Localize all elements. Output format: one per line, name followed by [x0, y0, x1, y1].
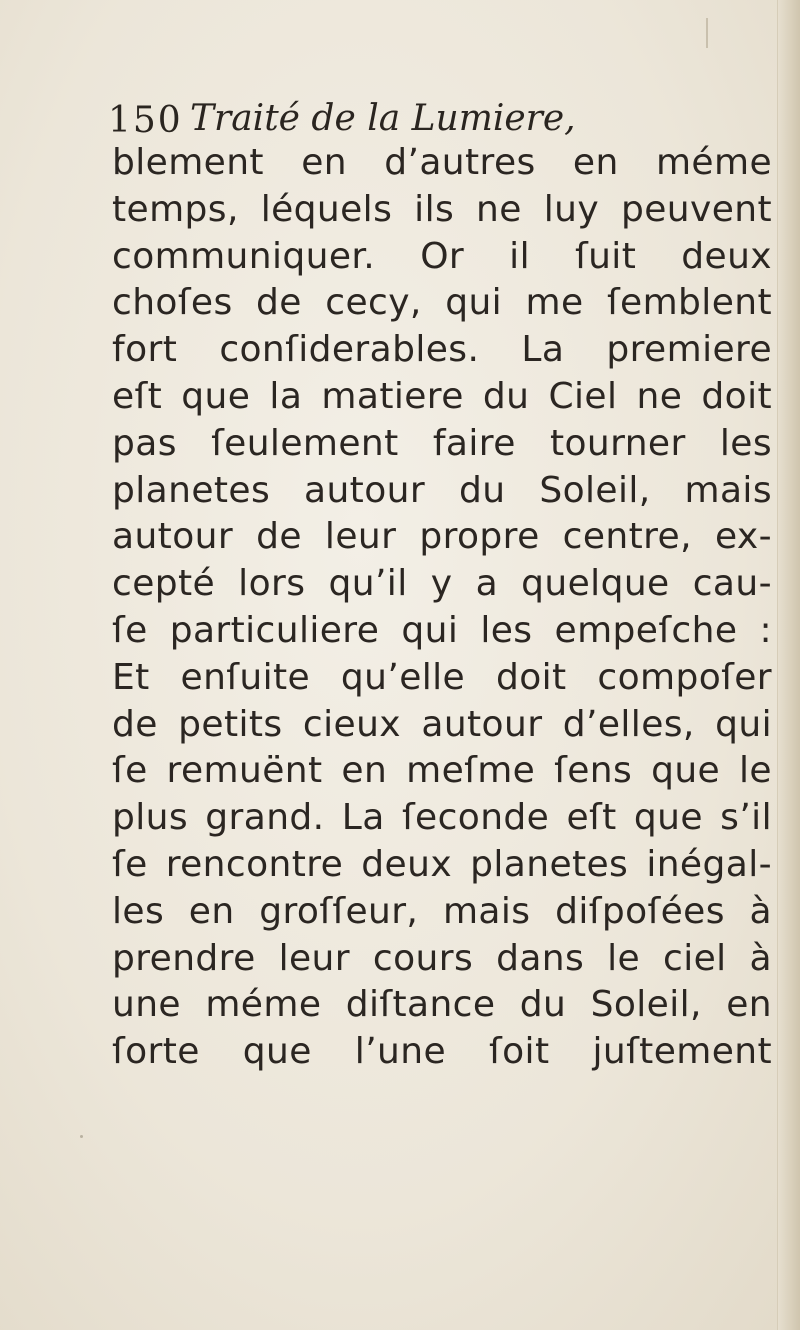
- text-line: les en groſſeur, mais diſpoſées à: [112, 890, 772, 932]
- body-text: [112, 140, 772, 1076]
- text-line: ſe remuënt en meſme ſens que le: [112, 750, 772, 792]
- text-line: de petits cieux autour d’elles, qui: [112, 703, 772, 745]
- text-line: ſe particuliere qui les empeſche :: [112, 609, 772, 651]
- running-title: Traité de la Lumiere,: [190, 98, 576, 139]
- text-line: temps, léquels ils ne luy peuvent: [112, 188, 772, 230]
- text-line: communiquer. Or il ſuit deux: [112, 235, 772, 277]
- text-line: Et enſuite qu’elle doit compoſer: [112, 656, 772, 698]
- text-line: plus grand. La ſeconde eſt que s’il: [112, 797, 772, 839]
- ink-speck: [80, 1135, 83, 1138]
- paper-mark: [706, 18, 708, 48]
- page-edge: [777, 0, 800, 1330]
- text-line: blement en d’autres en méme: [112, 142, 772, 183]
- text-line: autour de leur propre centre, ex-: [112, 516, 772, 558]
- text-line: eſt que la matiere du Ciel ne doit: [112, 375, 772, 417]
- text-line: ſe rencontre deux planetes inégal-: [112, 843, 772, 885]
- text-line: pas ſeulement faire tourner les: [112, 422, 772, 464]
- text-line: prendre leur cours dans le ciel à: [112, 937, 772, 979]
- text-line: ſorte que l’une ſoit juſtement: [112, 1031, 772, 1073]
- text-line: choſes de cecy, qui me ſemblent: [112, 282, 772, 324]
- text-line: cepté lors qu’il y a quelque cau-: [112, 563, 772, 605]
- text-line: planetes autour du Soleil, mais: [112, 469, 772, 511]
- text-line: fort conſiderables. La premiere: [112, 329, 772, 371]
- text-line: une méme diſtance du Soleil, en: [112, 984, 772, 1026]
- page-number: 150: [108, 100, 183, 141]
